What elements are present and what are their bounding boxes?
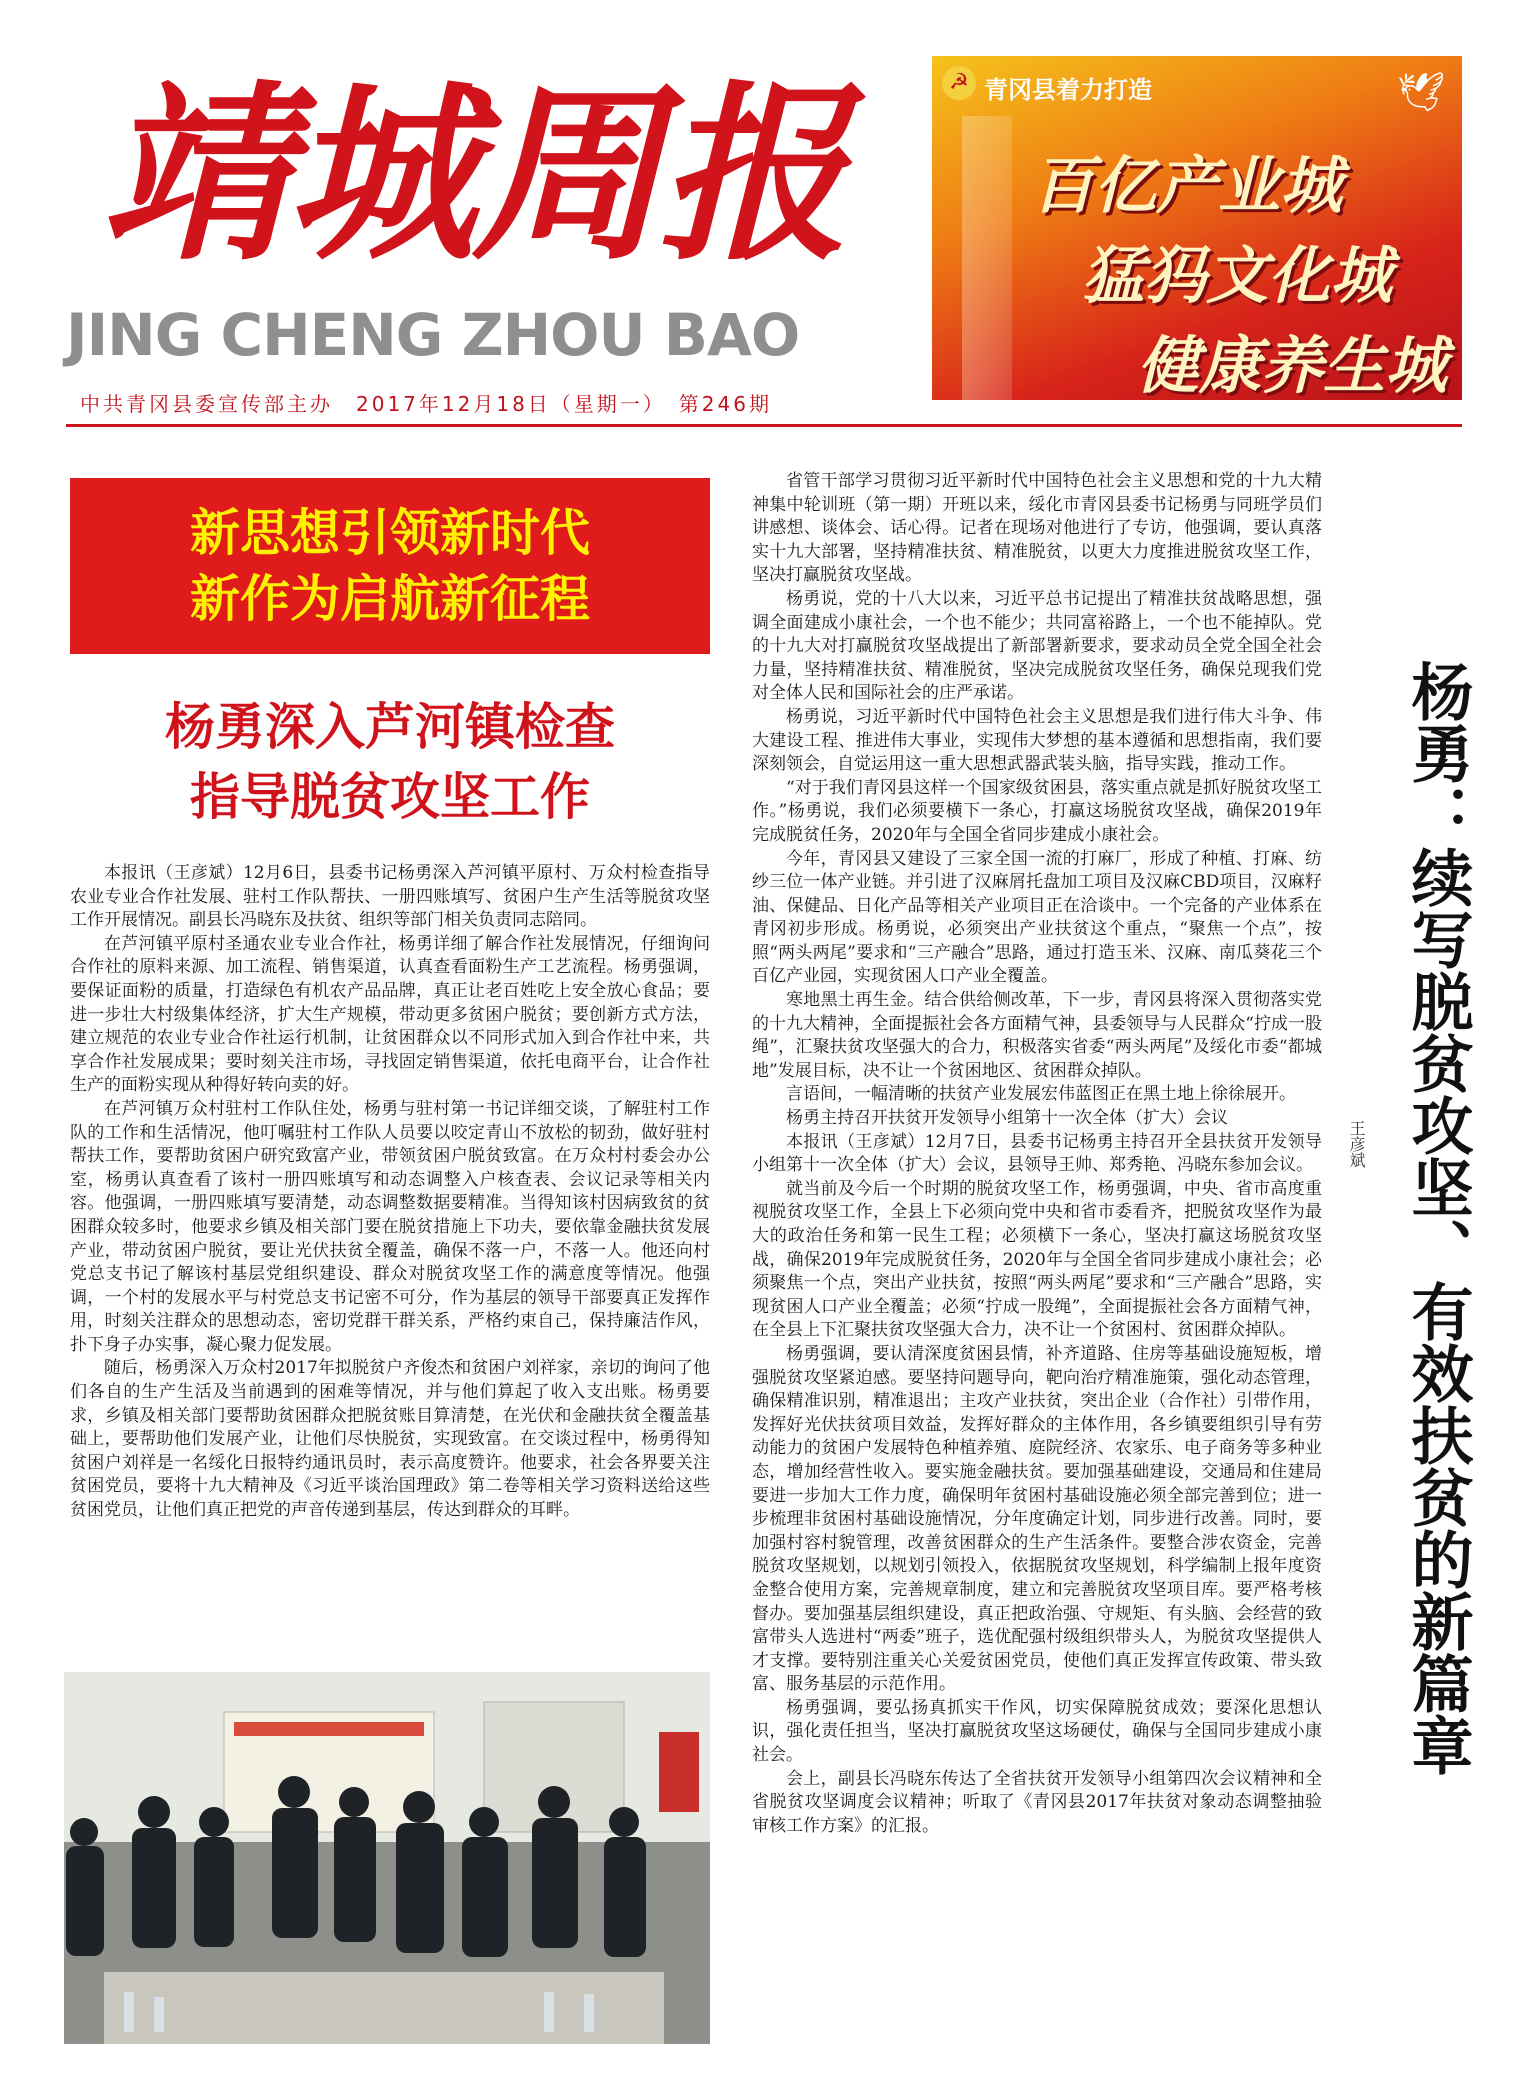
article-paragraph: 杨勇强调，要弘扬真抓实干作风，切实保障脱贫成效；要深化思想认识，强化责任担当，坚决打赢脱贫攻坚这场硬仗，确保与全国同步建成小康社会。 [752,1697,1322,1766]
article-paragraph: 本报讯（王彦斌）12月6日，县委书记杨勇深入芦河镇平原村、万众村检查指导农业专业合作社发展、驻村工作队帮扶、一册四账填写、贫困户生产生活等脱贫攻坚工作开展情况。副县长冯晓东及扶贫、组织等部门相关负责同志陪同。 [70,863,710,931]
meeting-photo-illustration [64,1672,710,2044]
article-paragraph: 随后，杨勇深入万众村2017年拟脱贫户齐俊杰和贫困户刘祥家，亲切的询问了他们各自的生产生活及当前遇到的困难等情况，并与他们算起了收入支出账。杨勇要求，乡镇及相关部门要帮助贫困群众把脱贫账目算清楚，在光伏和金融扶贫全覆盖基础上，要帮助他们发展产业，让他们尽快脱贫，实现致富。在交谈过程中，杨勇得知贫困户刘祥是一名绥化日报特约通讯员时，表示高度赞许。他要求，社会各界要关注贫困党员，要将十九大精神及《习近平谈治国理政》第二卷等相关学习资料送给这些贫困党员，让他们真正把党的声音传递到基层，传达到群众的耳畔。 [70,1358,710,1521]
banner-line-1: 百亿产业城 [1032,149,1343,222]
headline-line-2: 指导脱贫攻坚工作 [190,768,590,826]
article-body-middle [752,470,1322,2045]
article-paragraph: 省管干部学习贯彻习近平新时代中国特色社会主义思想和党的十九大精神集中轮训班（第一期）开班以来，绥化市青冈县委书记杨勇与同班学员们讲感想、谈体会、话心得。记者在现场对他进行了专访，他强调，要认真落实十九大部署，坚持精准扶贫、精准脱贫，以更大力度推进脱贫攻坚工作，坚决打赢脱贫攻坚战。 [752,471,1322,586]
article-headline [70,692,710,832]
article-paragraph: 就当前及今后一个时期的脱贫攻坚工作，杨勇强调，中央、省市高度重视脱贫攻坚工作，全县上下必须向党中央和省市委看齐，把脱贫攻坚作为最大的政治任务和第一民生工程；必须横下一条心，坚决打赢这场脱贫攻坚战，确保2019年完成脱贫任务，2020年与全国全省同步建成小康社会；必须聚焦一个点，突出产业扶贫，按照“两头两尾”要求和“三产融合”思路，实现贫困人口产业全覆盖；必须“拧成一股绳”，全面提振社会各方面精气神，在全县上下汇聚扶贫攻坚强大合力，决不让一个贫困村、贫困群众掉队。 [752,1178,1322,1341]
article-paragraph: “对于我们青冈县这样一个国家级贫困县，落实重点就是抓好脱贫攻坚工作。”杨勇说，我们必须要横下一条心，打赢这场脱贫攻坚战，确保2019年完成脱贫任务，2020年与全国全省同步建成小康社会。 [752,777,1322,845]
article-paragraph: 言语间，一幅清晰的扶贫产业发展宏伟蓝图正在黑土地上徐徐展开。 [786,1084,1296,1105]
subheading: 杨勇主持召开扶贫开发领导小组第十一次全体（扩大）会议 [786,1108,1228,1129]
pillar-decoration [962,116,1012,400]
dove-icon: 🕊 [1397,70,1446,114]
article-paragraph: 杨勇强调，要认清深度贫困县情，补齐道路、住房等基础设施短板，增强脱贫攻坚紧迫感。要坚持问题导向，靶向治疗精准施策，强化动态管理，确保精准识别，精准退出；主攻产业扶贫，突出企业（合作社）引带作用，发挥好光伏扶贫项目效益，发挥好群众的主体作用，各乡镇要组织引导有劳动能力的贫困户发展特色种植养殖、庭院经济、农家乐、电子商务等多种业态，增加经营性收入。要实施金融扶贫。要加强基础建设，交通局和住建局要进一步加大工作力度，确保明年贫困村基础设施必须全部完善到位；进一步梳理非贫困村基础设施情况，分年度确定计划，同步进行改善。同时，要加强村容村貌管理，改善贫困群众的生产生活条件。要整合涉农资金，完善脱贫攻坚规划，以规划引领投入，依据脱贫攻坚规划，科学编制上报年度资金整合使用方案，完善规章制度，建立和完善脱贫攻坚项目库。要严格考核督办。要加强基层组织建设，真正把政治强、守规矩、有头脑、会经营的致富带头人选进村“两委”班子，选优配强村级组织带头人，为脱贫攻坚提供人才支撑。要特别注重关心关爱贫困党员，使他们真正发挥宣传政策、带头致富、服务基层的示范作用。 [752,1343,1322,1695]
article-paragraph: 今年，青冈县又建设了三家全国一流的打麻厂，形成了种植、打麻、纺纱三位一体产业链。并引进了汉麻屑托盘加工项目及汉麻CBD项目，汉麻籽油、保健品、日化产品等相关产业项目正在洽谈中。一个完备的产业体系在青冈初步形成。杨勇说，必须突出产业扶贫这个重点，“聚焦一个点”，按照“两头两尾”要求和“三产融合”思路，通过打造玉米、汉麻、南瓜葵花三个百亿产业园，实现贫困人口产业全覆盖。 [752,848,1322,987]
promo-banner [932,56,1462,400]
feature-byline: 王彦斌 [1347,1120,1366,1168]
article-paragraph: 在芦河镇万众村驻村工作队住处，杨勇与驻村第一书记详细交谈，了解驻村工作队的工作和生活情况，他叮嘱驻村工作队人员要以咬定青山不放松的韧劲，做好驻村帮扶工作，要帮助贫困户研究致富产业，带领贫困户脱贫致富。在万众村村委会办公室，杨勇认真查看了该村一册四账填写和动态调整入户核查表、会议记录等相关内容。他强调，一册四账填写要清楚，动态调整数据要精准。当得知该村因病致贫的贫困群众较多时，他要求乡镇及相关部门要在脱贫措施上下功夫，要依靠金融扶贫发展产业，带动贫困户脱贫，要让光伏扶贫全覆盖，确保不落一户，不落一人。他还向村党总支书记了解该村基层党组织建设、群众对脱贫攻坚工作的满意度等情况。他强调，一个村的发展水平与村党总支书记密不可分，作为基层的领导干部要真正发挥作用，时刻关注群众的思想动态，密切党群干群关系，严格约束自己，保持廉洁作风，扑下身子办实事，凝心聚力促发展。 [70,1098,710,1355]
banner-line-2: 猛犸文化城 [1082,239,1393,312]
headline-line-1: 杨勇深入芦河镇检查 [165,698,615,756]
article-paragraph: 在芦河镇平原村圣通农业专业合作社，杨勇详细了解合作社发展情况，仔细询问合作社的原料来源、加工流程、销售渠道，认真查看面粉生产工艺流程。杨勇强调，要保证面粉的质量，打造绿色有机农产品品牌，真正让老百姓吃上安全放心食品；要进一步壮大村级集体经济，扩大生产规模，带动更多贫困户脱贫；要创新方式方法，建立规范的农业专业合作社运行机制，让贫困群众以不同形式加入到合作社中来，共享合作社发展成果；要时刻关注市场，寻找固定销售渠道，依托电商平台，让合作社生产的面粉实现从种得好转向卖的好。 [70,933,710,1096]
article-paragraph: 寒地黑土再生金。结合供给侧改革，下一步，青冈县将深入贯彻落实党的十九大精神，全面提振社会各方面精气神，县委领导与人民群众“拧成一股绳”，汇聚扶贫攻坚强大的合力，积极落实省委“两头两尾”及绥化市委“都城地”发展目标，决不让一个贫困地区、贫困群众掉队。 [752,990,1322,1081]
slogan-line-2: 新作为启航新征程 [190,570,590,628]
slogan-line-1: 新思想引领新时代 [190,504,590,562]
article-paragraph: 杨勇说，党的十八大以来，习近平总书记提出了精准扶贫战略思想，强调全面建成小康社会，一个也不能少；共同富裕路上，一个也不能掉队。党的十九大对打赢脱贫攻坚战提出了新部署新要求，要求动员全党全国全社会力量，坚持精准扶贫、精准脱贫，坚决完成脱贫攻坚任务，确保兑现我们党对全体人民和国际社会的庄严承诺。 [752,588,1322,704]
masthead-divider [66,424,1462,427]
issue-info: 中共青冈县委宣传部主办 2017年12月18日（星期一） 第246期 [80,392,772,416]
article-paragraph: 本报讯（王彦斌）12月7日，县委书记杨勇主持召开全县扶贫开发领导小组第十一次全体（扩大）会议，县领导王帅、郑秀艳、冯晓东参加会议。 [752,1131,1322,1176]
news-photo [64,1672,710,2044]
party-emblem-icon: ☭ [942,66,976,100]
banner-line-3: 健康养生城 [1137,329,1448,400]
newspaper-pinyin: JING CHENG ZHOU BAO [66,301,800,369]
article-body-left [70,862,710,1652]
banner-subtitle: 青冈县着力打造 [984,76,1152,104]
slogan-box [70,478,710,654]
newspaper-title: 靖城周报 [100,63,845,286]
article-paragraph: 会上，副县长冯晓东传达了全省扶贫开发领导小组第四次会议精神和全省脱贫攻坚调度会议精神；听取了《青冈县2017年扶贫对象动态调整抽验审核工作方案》的汇报。 [752,1768,1322,1836]
article-paragraph: 杨勇说，习近平新时代中国特色社会主义思想是我们进行伟大斗争、伟大建设工程、推进伟大事业，实现伟大梦想的基本遵循和思想指南，我们要深刻领会，自觉运用这一重大思想武器武装头脑，指导实践，推动工作。 [752,706,1322,775]
feature-vertical-title: 杨勇：续写脱贫攻坚、有效扶贫的新篇章 [1401,660,1474,1776]
